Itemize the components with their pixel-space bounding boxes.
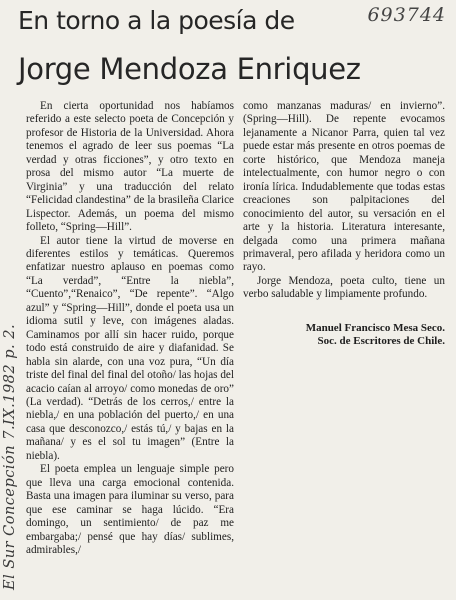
paragraph: El autor tiene la virtud de moverse en diferentes estilos y temáticas. Queremos enfatizar nuestro aplauso en poemas como “La verdad”, “Entre la niebla”, “Cuento”,“Renaico”, “De repente”. “Algo azul” y “Spring—Hill”, donde el poeta usa un idioma sutil y leve, con imágenes aladas. Caminamos por allí sin hacer ruido, porque todo está construido de aire y diafanidad. Se habla sin alarde, con una voz pura, “Un día triste del final del final del otoño/ las hojas del acacio caían al arroyo/ como monedas de oro” (La verdad). “Detrás de los cerros,/ entre la niebla,/ en una población del puerto,/ en una casa que desconozco,/ estás tú,/ y bajas en la mañana/ y es el sol tu imagen” (Entre la niebla). xyxy=(26,234,234,462)
paragraph: El poeta emplea un lenguaje simple pero que lleva una carga emocional contenida. Basta una imagen para iluminar su verso, para que ese caminar se haga lúcido. “Era domingo, un sentimiento/ de paz me embargaba;/ pensé que hay días/ sublimes, admirables,/ xyxy=(26,463,234,556)
headline-line-2: Jorge Mendoza Enriquez xyxy=(18,52,361,86)
article-column-right xyxy=(243,100,445,349)
headline-line-1: En torno a la poesía de xyxy=(18,6,295,35)
paragraph: Jorge Mendoza, poeta culto, tiene un verbo saludable y limpiamente profundo. xyxy=(243,274,445,301)
author-organization: Soc. de Escritores de Chile. xyxy=(317,335,445,348)
author-signature xyxy=(243,322,445,349)
article-column-left xyxy=(26,100,234,557)
author-name: Manuel Francisco Mesa Seco. xyxy=(305,321,445,334)
archive-number: 693744 xyxy=(367,4,446,26)
paragraph: En cierta oportunidad nos habíamos referido a este selecto poeta de Concepción y profesor de Historia de la Universidad. Ahora tenemos el agrado de leer sus poemas “La verdad y otras ficciones”, y otro texto en prosa del mismo autor “La muerte de Virginia” y una traducción del relato “Felicidad clandestina” de la brasileña Clarice Lispector. Además, un poema del mismo folleto, “Spring—Hill”. xyxy=(26,100,234,234)
handwritten-source-note: El Sur Concepción 7.IX.1982 p. 2. xyxy=(2,323,18,590)
paragraph: como manzanas maduras/ en invierno”. (Spring—Hill). De repente evocamos lejanamente a Nicanor Parra, quien tal vez puede estar más presente en otros poemas de corte histórico, que Mendoza maneja intelectualmente, con humor negro o con ironía lírica. Indudablemente que todas estas creaciones son palpitaciones del conocimiento del autor, su versación en el arte y la historia. Literatura interesante, delgada como una primera mañana primaveral, pero afilada y heridora como un rayo. xyxy=(243,100,445,274)
